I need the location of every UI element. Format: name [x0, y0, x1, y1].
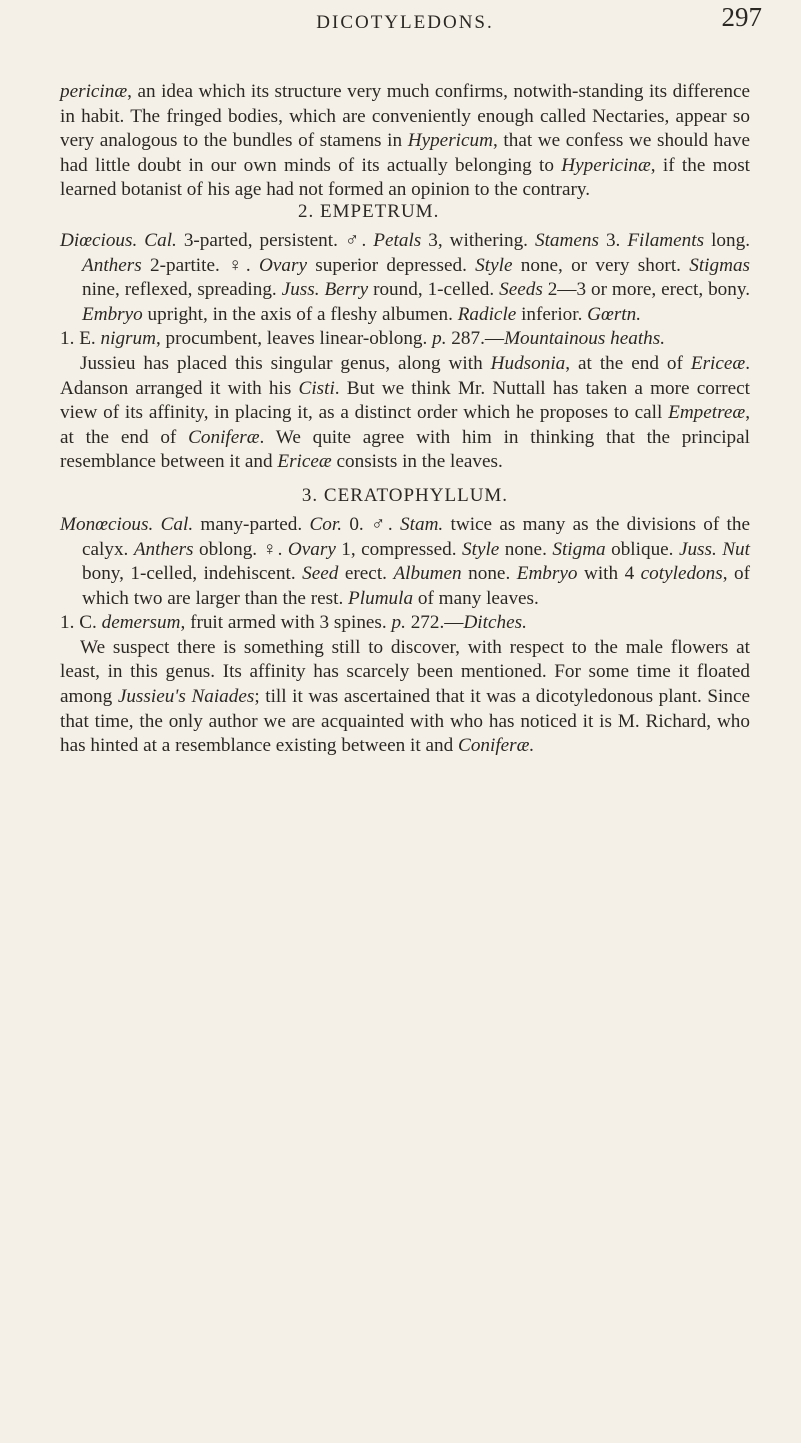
page-header — [60, 0, 762, 80]
running-title: DICOTYLEDONS. — [316, 12, 494, 33]
intro-paragraph: pericinæ, an idea which its structure very much confirms, notwith-standing its difference in habit. The fringed bodies, which are conveniently enough called Nectaries, appear so very analogous to the bundles of stamens in Hypericum, that we confess we should have had little doubt in our own minds of its actually belonging to Hypericinæ, if the most learned botanist of his age had not formed an opinion to the contrary. — [60, 81, 750, 201]
page — [60, 0, 762, 759]
ceratophyllum-description: Monœcious. Cal. many-parted. Cor. 0. ♂. Stam. twice as many as the divisions of the calyx. Anthers oblong. ♀. Ovary 1, compressed. Style none. Stigma oblique. Juss. Nut bony, 1-celled, indehiscent. Seed erect. Albumen none. Embryo with 4 cotyledons, of which two are larger than the rest. Plumula of many leaves. — [60, 513, 750, 609]
ceratophyllum-note: We suspect there is something still to discover, with respect to the male flowers at least, in this genus. Its affinity has scarcely been mentioned. For some time it floated among Jussieu's Naiades; till it was ascertained that it was a dicotyledonous plant. Since that time, the only author we are acquainted with who has noticed it is M. Richard, who has hinted at a resemblance existing between it and Coniferæ. — [60, 636, 750, 757]
empetrum-note: Jussieu has placed this singular genus, along with Hudsonia, at the end of Ericeæ. Adanson arranged it with his Cisti. But we think Mr. Nuttall has taken a more correct view of its affinity, in placing it, as a distinct order which he proposes to call Empetreæ, at the end of Coniferæ. We quite agree with him in thinking that the principal resemblance between it and Ericeæ consists in the leaves. — [60, 352, 750, 473]
empetrum-description: Diœcious. Cal. 3-parted, persistent. ♂. Petals 3, withering. Stamens 3. Filaments long. Anthers 2-partite. ♀. Ovary superior depressed. Style none, or very short. Stigmas nine, reflexed, spreading. Juss. Berry round, 1-celled. Seeds 2—3 or more, erect, bony. Embryo upright, in the axis of a fleshy albumen. Radicle inferior. Gœrtn. — [60, 229, 751, 325]
empetrum-species: 1. E. nigrum, procumbent, leaves linear-oblong. p. 287.—Mountainous heaths. — [60, 328, 666, 350]
section-heading-ceratophyllum: 3. CERATOPHYLLUM. — [301, 484, 509, 506]
page-number: 297 — [721, 2, 762, 32]
section-heading-empetrum: 2. EMPETRUM. — [298, 200, 440, 222]
ceratophyllum-species: 1. C. demersum, fruit armed with 3 spines. p. 272.—Ditches. — [60, 612, 527, 634]
